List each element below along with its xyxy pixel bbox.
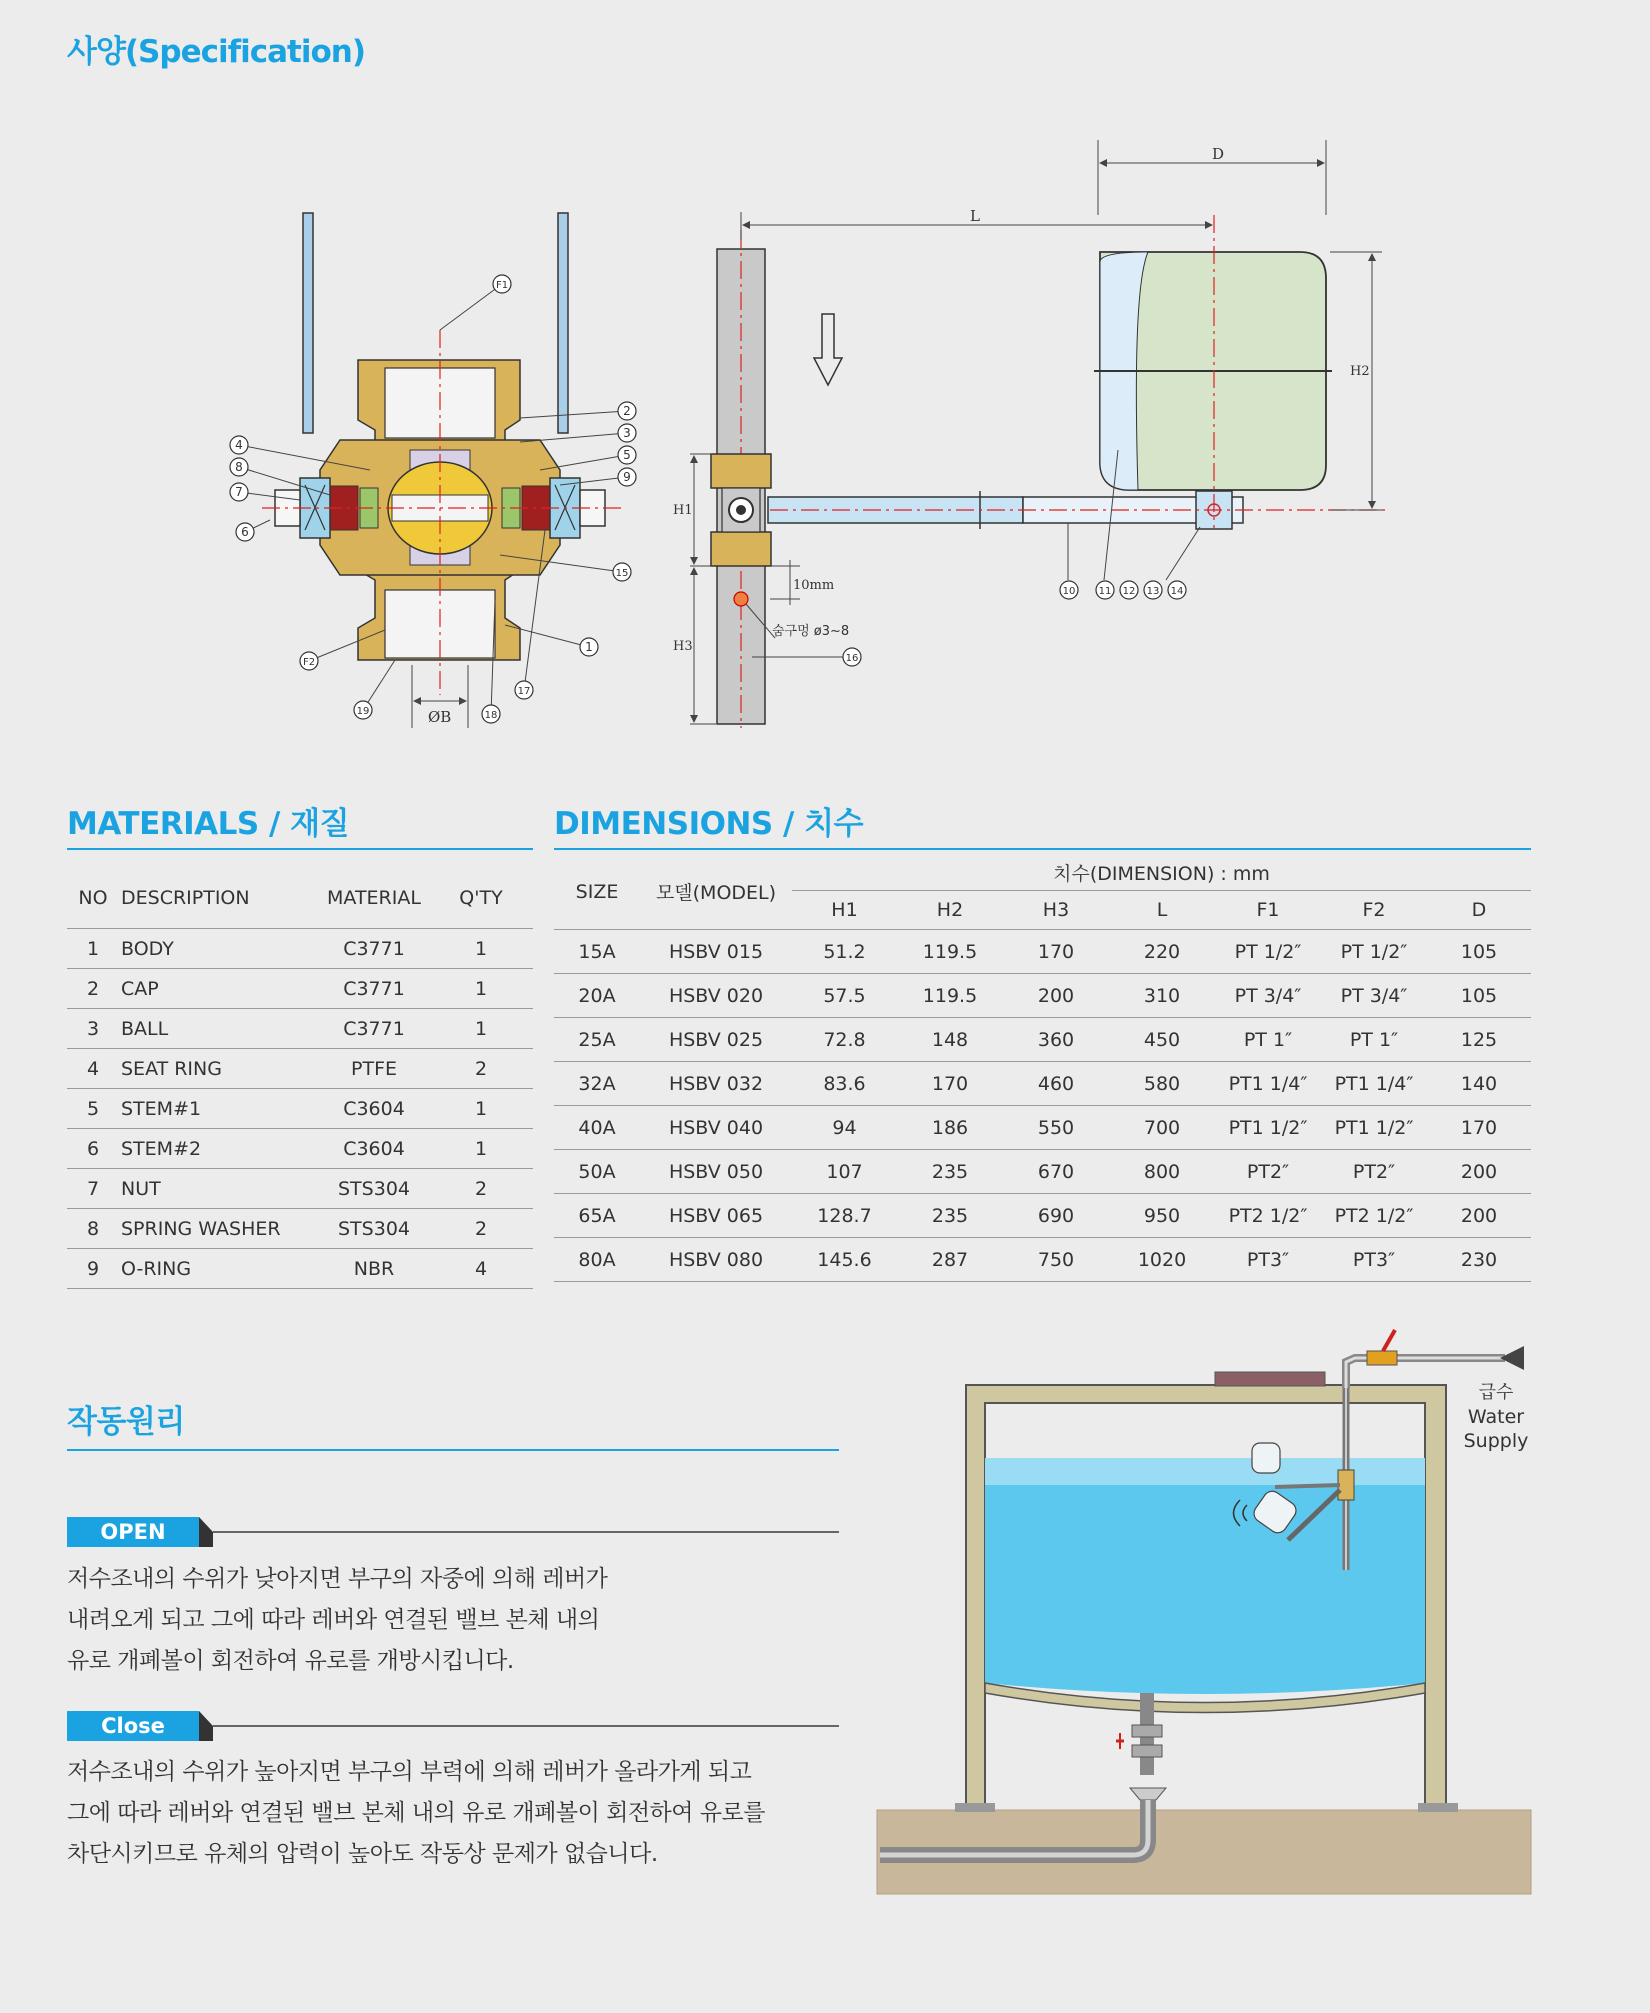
cell-material: C3771 (319, 969, 429, 1009)
dimensions-cell: 670 (1003, 1150, 1109, 1194)
col-dimension-group: 치수(DIMENSION) : mm (792, 854, 1531, 891)
dimensions-cell: 125 (1427, 1018, 1531, 1062)
callout-12: 12 (1122, 586, 1136, 597)
dimensions-cell: 460 (1003, 1062, 1109, 1106)
cell-no: 5 (67, 1089, 119, 1129)
dimensions-cell: HSBV 040 (640, 1106, 792, 1150)
dimensions-cell: HSBV 025 (640, 1018, 792, 1062)
bore-label: ØB (428, 708, 452, 726)
cell-description: O-RING (119, 1249, 319, 1289)
dimensions-cell: 310 (1109, 974, 1215, 1018)
col-h1: H1 (792, 891, 897, 930)
col-size: SIZE (554, 854, 640, 930)
cell-material: STS304 (319, 1169, 429, 1209)
callout-15: 15 (615, 568, 629, 579)
dim-l-label: L (970, 207, 980, 225)
dimensions-cell: PT2 1/2″ (1215, 1194, 1321, 1238)
dimensions-cell: 200 (1427, 1194, 1531, 1238)
dimensions-cell: 220 (1109, 930, 1215, 974)
dimensions-cell: PT 1″ (1215, 1018, 1321, 1062)
dim-h1-label: H1 (673, 503, 693, 518)
callout-13: 13 (1146, 586, 1160, 597)
cell-no: 7 (67, 1169, 119, 1209)
dimensions-cell: PT3″ (1321, 1238, 1427, 1282)
dimensions-cell: 170 (897, 1062, 1003, 1106)
cell-description: SPRING WASHER (119, 1209, 319, 1249)
cell-material: STS304 (319, 1209, 429, 1249)
dimensions-cell: PT1 1/4″ (1215, 1062, 1321, 1106)
cell-qty: 4 (429, 1249, 533, 1289)
dimensions-cell: HSBV 050 (640, 1150, 792, 1194)
callout-17: 17 (517, 686, 531, 697)
cell-no: 6 (67, 1129, 119, 1169)
dimensions-cell: 105 (1427, 974, 1531, 1018)
dimensions-cell: 140 (1427, 1062, 1531, 1106)
dimensions-cell: 50A (554, 1150, 640, 1194)
col-f2: F2 (1321, 891, 1427, 930)
col-h3: H3 (1003, 891, 1109, 930)
col-description: DESCRIPTION (119, 868, 319, 929)
cell-material: C3771 (319, 929, 429, 969)
dimensions-cell: 690 (1003, 1194, 1109, 1238)
dimensions-cell: HSBV 065 (640, 1194, 792, 1238)
dimensions-cell: PT 3/4″ (1215, 974, 1321, 1018)
dimensions-cell: HSBV 032 (640, 1062, 792, 1106)
dimensions-cell: 25A (554, 1018, 640, 1062)
dimensions-cell: 57.5 (792, 974, 897, 1018)
dimensions-cell: 200 (1003, 974, 1109, 1018)
callout-3: 3 (623, 426, 631, 440)
supply-label-en1: Water (1467, 1406, 1525, 1428)
cell-material: NBR (319, 1249, 429, 1289)
col-qty: Q'TY (429, 868, 533, 929)
dimensions-cell: 360 (1003, 1018, 1109, 1062)
dimensions-cell: 145.6 (792, 1238, 897, 1282)
dimensions-cell: 119.5 (897, 974, 1003, 1018)
col-model: 모델(MODEL) (640, 854, 792, 930)
callout-2: 2 (623, 404, 631, 418)
cell-qty: 2 (429, 1049, 533, 1089)
callout-14: 14 (1170, 586, 1184, 597)
dim-h3-label: H3 (673, 639, 693, 654)
dimensions-cell: 80A (554, 1238, 640, 1282)
cell-qty: 2 (429, 1209, 533, 1249)
dimensions-cell: 119.5 (897, 930, 1003, 974)
callout-1: 1 (585, 640, 593, 654)
cell-no: 1 (67, 929, 119, 969)
cell-material: PTFE (319, 1049, 429, 1089)
cell-description: STEM#2 (119, 1129, 319, 1169)
callout-f2: F2 (302, 657, 316, 668)
dimensions-cell: 20A (554, 974, 640, 1018)
cell-no: 3 (67, 1009, 119, 1049)
cell-description: BALL (119, 1009, 319, 1049)
spec-title: 사양(Specification) (67, 34, 365, 70)
callout-16: 16 (845, 653, 859, 664)
dimensions-cell: 83.6 (792, 1062, 897, 1106)
cell-qty: 1 (429, 969, 533, 1009)
dim-d-label: D (1212, 145, 1225, 163)
cell-description: STEM#1 (119, 1089, 319, 1129)
dimensions-cell: 40A (554, 1106, 640, 1150)
dimensions-cell: 450 (1109, 1018, 1215, 1062)
dimensions-cell: 235 (897, 1194, 1003, 1238)
cell-description: SEAT RING (119, 1049, 319, 1089)
dimensions-cell: 950 (1109, 1194, 1215, 1238)
dimensions-cell: 235 (897, 1150, 1003, 1194)
col-l: L (1109, 891, 1215, 930)
callout-9: 9 (623, 470, 631, 484)
dimensions-cell: 230 (1427, 1238, 1531, 1282)
cell-description: CAP (119, 969, 319, 1009)
dimensions-cell: 200 (1427, 1150, 1531, 1194)
dimensions-cell: PT1 1/2″ (1321, 1106, 1427, 1150)
dimensions-cell: 148 (897, 1018, 1003, 1062)
cell-no: 8 (67, 1209, 119, 1249)
cell-qty: 2 (429, 1169, 533, 1209)
dimensions-cell: 32A (554, 1062, 640, 1106)
cell-no: 4 (67, 1049, 119, 1089)
hole-label: 숨구멍 ø3~8 (772, 624, 850, 639)
dimensions-cell: 550 (1003, 1106, 1109, 1150)
dimensions-cell: PT2″ (1215, 1150, 1321, 1194)
close-tag: Close (67, 1711, 199, 1741)
supply-label-ko: 급수 (1478, 1382, 1514, 1403)
dimensions-cell: 65A (554, 1194, 640, 1238)
cell-qty: 1 (429, 1129, 533, 1169)
dimensions-cell: PT2 1/2″ (1321, 1194, 1427, 1238)
cell-description: BODY (119, 929, 319, 969)
dimensions-cell: PT1 1/2″ (1215, 1106, 1321, 1150)
col-no: NO (67, 868, 119, 929)
dimensions-cell: 750 (1003, 1238, 1109, 1282)
dimensions-cell: 105 (1427, 930, 1531, 974)
cell-description: NUT (119, 1169, 319, 1209)
dimensions-cell: 800 (1109, 1150, 1215, 1194)
dimensions-cell: 94 (792, 1106, 897, 1150)
dimensions-cell: PT 1/2″ (1215, 930, 1321, 974)
dimensions-cell: 1020 (1109, 1238, 1215, 1282)
callout-5: 5 (623, 448, 631, 462)
callout-f1: F1 (495, 280, 509, 291)
dimensions-cell: HSBV 020 (640, 974, 792, 1018)
dimensions-cell: PT3″ (1215, 1238, 1321, 1282)
open-description: 저수조내의 수위가 낮아지면 부구의 자중에 의해 레버가 내려오게 되고 그에 따라 레버와 연결된 밸브 본체 내의 유로 개폐볼이 회전하여 유로를 개방시킵니다. (67, 1566, 608, 1674)
cell-qty: 1 (429, 1009, 533, 1049)
dimensions-cell: 170 (1427, 1106, 1531, 1150)
cell-material: C3604 (319, 1129, 429, 1169)
dimensions-cell: 287 (897, 1238, 1003, 1282)
col-d: D (1427, 891, 1531, 930)
close-description: 저수조내의 수위가 높아지면 부구의 부력에 의해 레버가 올라가게 되고 그에 따라 레버와 연결된 밸브 본체 내의 유로 개폐볼이 회전하여 유로를 차단시키므로 유체의 압력이 높아도 작동상 문제가 없습니다. (67, 1759, 765, 1867)
dimensions-cell: PT1 1/4″ (1321, 1062, 1427, 1106)
supply-label-en2: Supply (1463, 1430, 1529, 1452)
callout-4: 4 (235, 438, 243, 452)
callout-19: 19 (356, 706, 370, 717)
callout-8: 8 (235, 460, 243, 474)
dimensions-cell: PT 1″ (1321, 1018, 1427, 1062)
materials-title: MATERIALS / 재질 (67, 806, 350, 842)
dimensions-cell: 51.2 (792, 930, 897, 974)
callout-18: 18 (484, 710, 498, 721)
dimensions-cell: 15A (554, 930, 640, 974)
col-h2: H2 (897, 891, 1003, 930)
cell-qty: 1 (429, 1089, 533, 1129)
col-f1: F1 (1215, 891, 1321, 930)
dimensions-title: DIMENSIONS / 치수 (554, 806, 864, 842)
open-tag: OPEN (67, 1517, 199, 1547)
callout-7: 7 (235, 485, 243, 499)
dimensions-cell: 186 (897, 1106, 1003, 1150)
gap-label: 10mm (793, 578, 835, 593)
cell-no: 2 (67, 969, 119, 1009)
callout-11: 11 (1098, 586, 1112, 597)
dimensions-cell: 128.7 (792, 1194, 897, 1238)
cell-material: C3771 (319, 1009, 429, 1049)
dimensions-cell: HSBV 080 (640, 1238, 792, 1282)
cell-qty: 1 (429, 929, 533, 969)
dimensions-cell: 107 (792, 1150, 897, 1194)
dimensions-cell: PT 1/2″ (1321, 930, 1427, 974)
dimensions-cell: 72.8 (792, 1018, 897, 1062)
dimensions-cell: 700 (1109, 1106, 1215, 1150)
callout-6: 6 (241, 525, 249, 539)
principle-title: 작동원리 (67, 1404, 185, 1440)
dimensions-cell: 580 (1109, 1062, 1215, 1106)
dimensions-cell: PT 3/4″ (1321, 974, 1427, 1018)
callout-10: 10 (1062, 586, 1076, 597)
dim-h2-label: H2 (1350, 364, 1370, 379)
cell-material: C3604 (319, 1089, 429, 1129)
cell-no: 9 (67, 1249, 119, 1289)
dimensions-cell: 170 (1003, 930, 1109, 974)
dimensions-cell: PT2″ (1321, 1150, 1427, 1194)
dimensions-cell: HSBV 015 (640, 930, 792, 974)
col-material: MATERIAL (319, 868, 429, 929)
